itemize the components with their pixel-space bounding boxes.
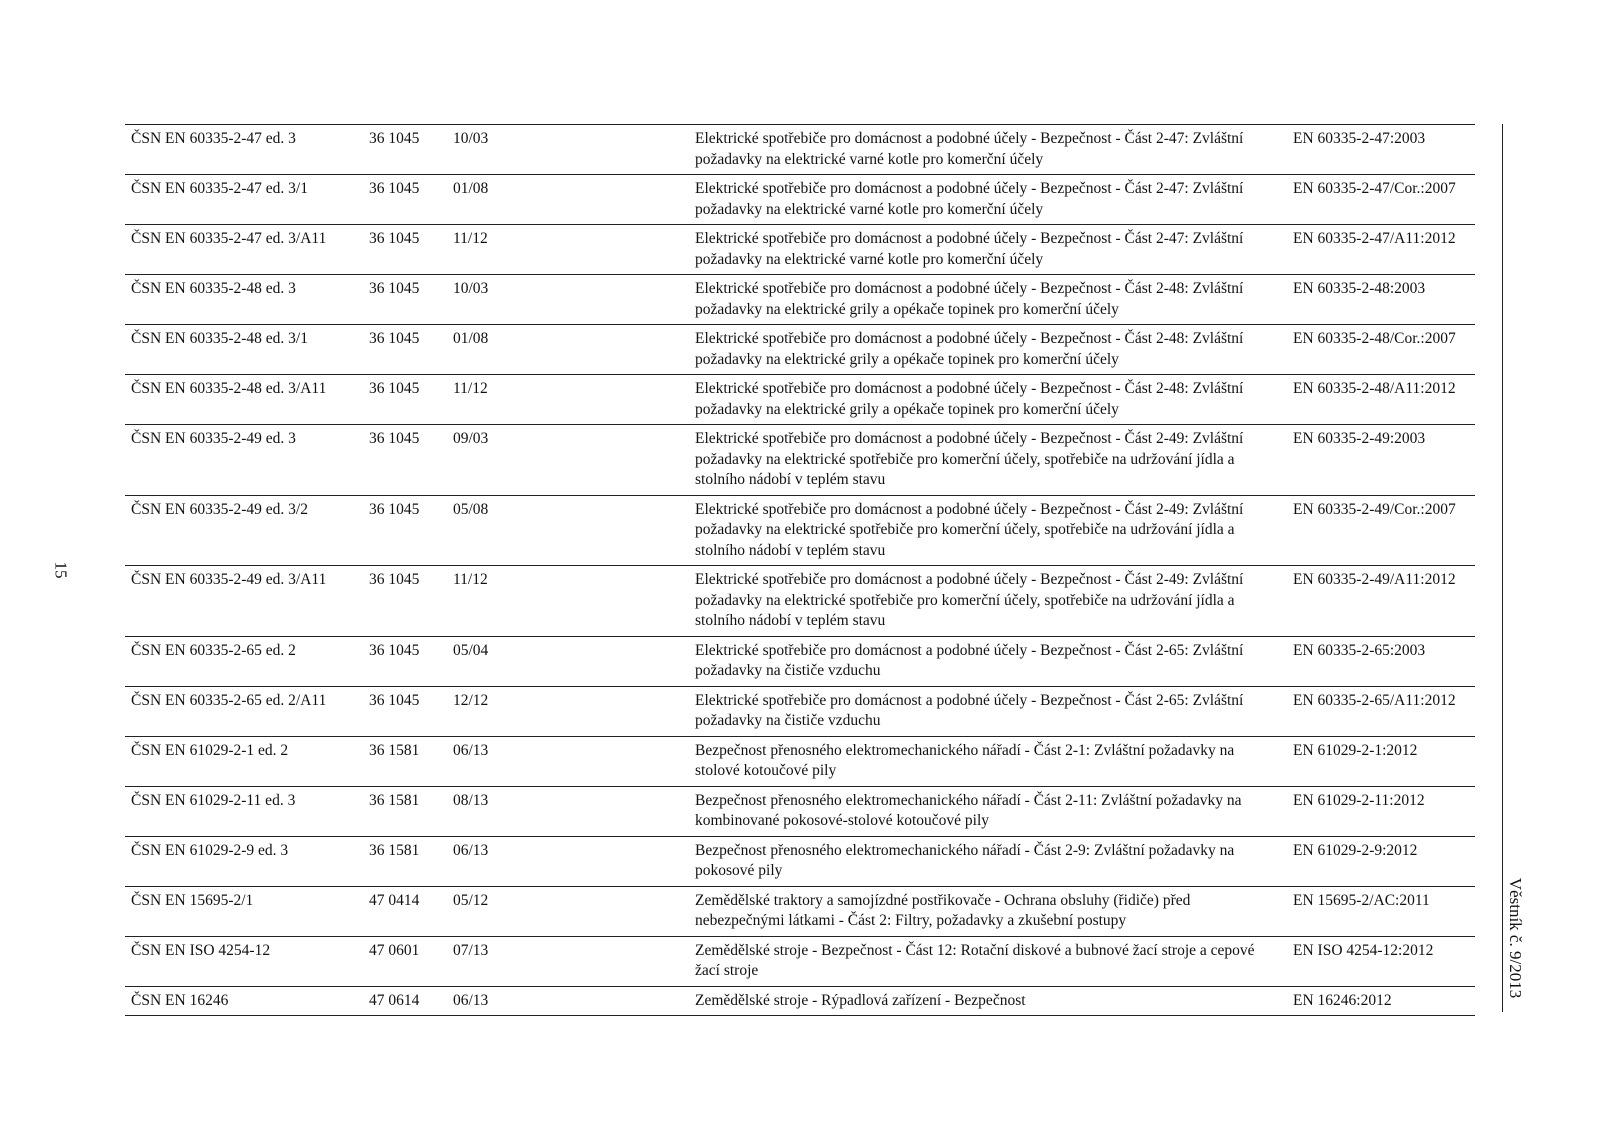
table-row — [125, 175, 1475, 225]
classification-cell: 36 1045 — [363, 636, 447, 686]
title-cell: Elektrické spotřebiče pro domácnost a podobné účely - Bezpečnost - Část 2-49: Zvláštní požadavky na elektrické spotřebiče pro komerční účely, spotřebiče na udržování jídla a stolního nádobí v teplém stavu — [689, 495, 1287, 566]
date-cell: 05/04 — [447, 636, 689, 686]
title-cell: Zemědělské traktory a samojízdné postřikovače - Ochrana obsluhy (řidiče) před nebezpečnými látkami - Část 2: Filtry, požadavky a zkušební postupy — [689, 886, 1287, 936]
classification-cell: 36 1045 — [363, 125, 447, 175]
title-cell: Elektrické spotřebiče pro domácnost a podobné účely - Bezpečnost - Část 2-65: Zvláštní požadavky na čističe vzduchu — [689, 686, 1287, 736]
standard-code-cell: ČSN EN 60335-2-47 ed. 3/1 — [125, 175, 363, 225]
standards-table-body — [125, 125, 1475, 1016]
table-row — [125, 375, 1475, 425]
table-row — [125, 686, 1475, 736]
classification-cell: 47 0614 — [363, 986, 447, 1016]
standard-code-cell: ČSN EN 60335-2-47 ed. 3/A11 — [125, 225, 363, 275]
title-cell: Elektrické spotřebiče pro domácnost a podobné účely - Bezpečnost - Část 2-47: Zvláštní požadavky na elektrické varné kotle pro komerční účely — [689, 225, 1287, 275]
en-reference-cell: EN 60335-2-65:2003 — [1287, 636, 1475, 686]
standard-code-cell: ČSN EN 60335-2-49 ed. 3/A11 — [125, 566, 363, 637]
table-row — [125, 636, 1475, 686]
en-reference-cell: EN 61029-2-1:2012 — [1287, 736, 1475, 786]
title-cell: Elektrické spotřebiče pro domácnost a podobné účely - Bezpečnost - Část 2-49: Zvláštní požadavky na elektrické spotřebiče pro komerční účely, spotřebiče na udržování jídla a stolního nádobí v teplém stavu — [689, 566, 1287, 637]
en-reference-cell: EN 61029-2-9:2012 — [1287, 836, 1475, 886]
table-row — [125, 225, 1475, 275]
date-cell: 05/08 — [447, 495, 689, 566]
date-cell: 10/03 — [447, 275, 689, 325]
table-row — [125, 936, 1475, 986]
page-number: 15 — [51, 561, 71, 579]
date-cell: 12/12 — [447, 686, 689, 736]
standards-table — [125, 124, 1475, 1016]
title-cell: Elektrické spotřebiče pro domácnost a podobné účely - Bezpečnost - Část 2-47: Zvláštní požadavky na elektrické varné kotle pro komerční účely — [689, 175, 1287, 225]
standard-code-cell: ČSN EN ISO 4254-12 — [125, 936, 363, 986]
date-cell: 06/13 — [447, 986, 689, 1016]
date-cell: 08/13 — [447, 786, 689, 836]
title-cell: Elektrické spotřebiče pro domácnost a podobné účely - Bezpečnost - Část 2-48: Zvláštní požadavky na elektrické grily a opékače topinek pro komerční účely — [689, 325, 1287, 375]
table-row — [125, 786, 1475, 836]
en-reference-cell: EN 60335-2-65/A11:2012 — [1287, 686, 1475, 736]
classification-cell: 36 1045 — [363, 375, 447, 425]
en-reference-cell: EN 60335-2-47:2003 — [1287, 125, 1475, 175]
classification-cell: 36 1045 — [363, 325, 447, 375]
standard-code-cell: ČSN EN 60335-2-48 ed. 3/A11 — [125, 375, 363, 425]
date-cell: 11/12 — [447, 375, 689, 425]
en-reference-cell: EN 61029-2-11:2012 — [1287, 786, 1475, 836]
en-reference-cell: EN 60335-2-48/Cor.:2007 — [1287, 325, 1475, 375]
date-cell: 09/03 — [447, 425, 689, 496]
en-reference-cell: EN 60335-2-49:2003 — [1287, 425, 1475, 496]
side-divider — [1502, 124, 1503, 1012]
table-row — [125, 886, 1475, 936]
classification-cell: 36 1581 — [363, 736, 447, 786]
standard-code-cell: ČSN EN 60335-2-65 ed. 2 — [125, 636, 363, 686]
standard-code-cell: ČSN EN 60335-2-48 ed. 3 — [125, 275, 363, 325]
classification-cell: 36 1045 — [363, 275, 447, 325]
en-reference-cell: EN 60335-2-47/Cor.:2007 — [1287, 175, 1475, 225]
classification-cell: 36 1045 — [363, 425, 447, 496]
date-cell: 01/08 — [447, 175, 689, 225]
date-cell: 01/08 — [447, 325, 689, 375]
table-row — [125, 986, 1475, 1016]
journal-title: Věstník č. 9/2013 — [1506, 877, 1525, 999]
classification-cell: 47 0414 — [363, 886, 447, 936]
standard-code-cell: ČSN EN 60335-2-49 ed. 3/2 — [125, 495, 363, 566]
table-row — [125, 495, 1475, 566]
standard-code-cell: ČSN EN 60335-2-48 ed. 3/1 — [125, 325, 363, 375]
classification-cell: 36 1045 — [363, 175, 447, 225]
date-cell: 06/13 — [447, 736, 689, 786]
classification-cell: 36 1581 — [363, 786, 447, 836]
title-cell: Elektrické spotřebiče pro domácnost a podobné účely - Bezpečnost - Část 2-48: Zvláštní požadavky na elektrické grily a opékače topinek pro komerční účely — [689, 275, 1287, 325]
classification-cell: 36 1045 — [363, 566, 447, 637]
table-row — [125, 125, 1475, 175]
standard-code-cell: ČSN EN 61029-2-1 ed. 2 — [125, 736, 363, 786]
standard-code-cell: ČSN EN 16246 — [125, 986, 363, 1016]
date-cell: 10/03 — [447, 125, 689, 175]
en-reference-cell: EN 15695-2/AC:2011 — [1287, 886, 1475, 936]
date-cell: 11/12 — [447, 225, 689, 275]
date-cell: 07/13 — [447, 936, 689, 986]
title-cell: Elektrické spotřebiče pro domácnost a podobné účely - Bezpečnost - Část 2-49: Zvláštní požadavky na elektrické spotřebiče pro komerční účely, spotřebiče na udržování jídla a stolního nádobí v teplém stavu — [689, 425, 1287, 496]
table-row — [125, 325, 1475, 375]
title-cell: Elektrické spotřebiče pro domácnost a podobné účely - Bezpečnost - Část 2-48: Zvláštní požadavky na elektrické grily a opékače topinek pro komerční účely — [689, 375, 1287, 425]
classification-cell: 47 0601 — [363, 936, 447, 986]
en-reference-cell: EN 60335-2-47/A11:2012 — [1287, 225, 1475, 275]
date-cell: 06/13 — [447, 836, 689, 886]
standard-code-cell: ČSN EN 61029-2-11 ed. 3 — [125, 786, 363, 836]
title-cell: Zemědělské stroje - Bezpečnost - Část 12: Rotační diskové a bubnové žací stroje a cepové žací stroje — [689, 936, 1287, 986]
en-reference-cell: EN 16246:2012 — [1287, 986, 1475, 1016]
title-cell: Elektrické spotřebiče pro domácnost a podobné účely - Bezpečnost - Část 2-47: Zvláštní požadavky na elektrické varné kotle pro komerční účely — [689, 125, 1287, 175]
title-cell: Bezpečnost přenosného elektromechanického nářadí - Část 2-1: Zvláštní požadavky na stolové kotoučové pily — [689, 736, 1287, 786]
title-cell: Bezpečnost přenosného elektromechanického nářadí - Část 2-9: Zvláštní požadavky na pokosové pily — [689, 836, 1287, 886]
en-reference-cell: EN 60335-2-49/Cor.:2007 — [1287, 495, 1475, 566]
standard-code-cell: ČSN EN 60335-2-47 ed. 3 — [125, 125, 363, 175]
standard-code-cell: ČSN EN 60335-2-49 ed. 3 — [125, 425, 363, 496]
en-reference-cell: EN 60335-2-49/A11:2012 — [1287, 566, 1475, 637]
title-cell: Elektrické spotřebiče pro domácnost a podobné účely - Bezpečnost - Část 2-65: Zvláštní požadavky na čističe vzduchu — [689, 636, 1287, 686]
classification-cell: 36 1045 — [363, 495, 447, 566]
table-row — [125, 836, 1475, 886]
classification-cell: 36 1045 — [363, 225, 447, 275]
table-row — [125, 425, 1475, 496]
date-cell: 11/12 — [447, 566, 689, 637]
table-row — [125, 566, 1475, 637]
title-cell: Zemědělské stroje - Rýpadlová zařízení - Bezpečnost — [689, 986, 1287, 1016]
en-reference-cell: EN 60335-2-48/A11:2012 — [1287, 375, 1475, 425]
standard-code-cell: ČSN EN 15695-2/1 — [125, 886, 363, 936]
title-cell: Bezpečnost přenosného elektromechanického nářadí - Část 2-11: Zvláštní požadavky na kombinované pokosové-stolové kotoučové pily — [689, 786, 1287, 836]
classification-cell: 36 1581 — [363, 836, 447, 886]
classification-cell: 36 1045 — [363, 686, 447, 736]
en-reference-cell: EN ISO 4254-12:2012 — [1287, 936, 1475, 986]
date-cell: 05/12 — [447, 886, 689, 936]
standard-code-cell: ČSN EN 60335-2-65 ed. 2/A11 — [125, 686, 363, 736]
en-reference-cell: EN 60335-2-48:2003 — [1287, 275, 1475, 325]
table-row — [125, 275, 1475, 325]
table-row — [125, 736, 1475, 786]
standard-code-cell: ČSN EN 61029-2-9 ed. 3 — [125, 836, 363, 886]
